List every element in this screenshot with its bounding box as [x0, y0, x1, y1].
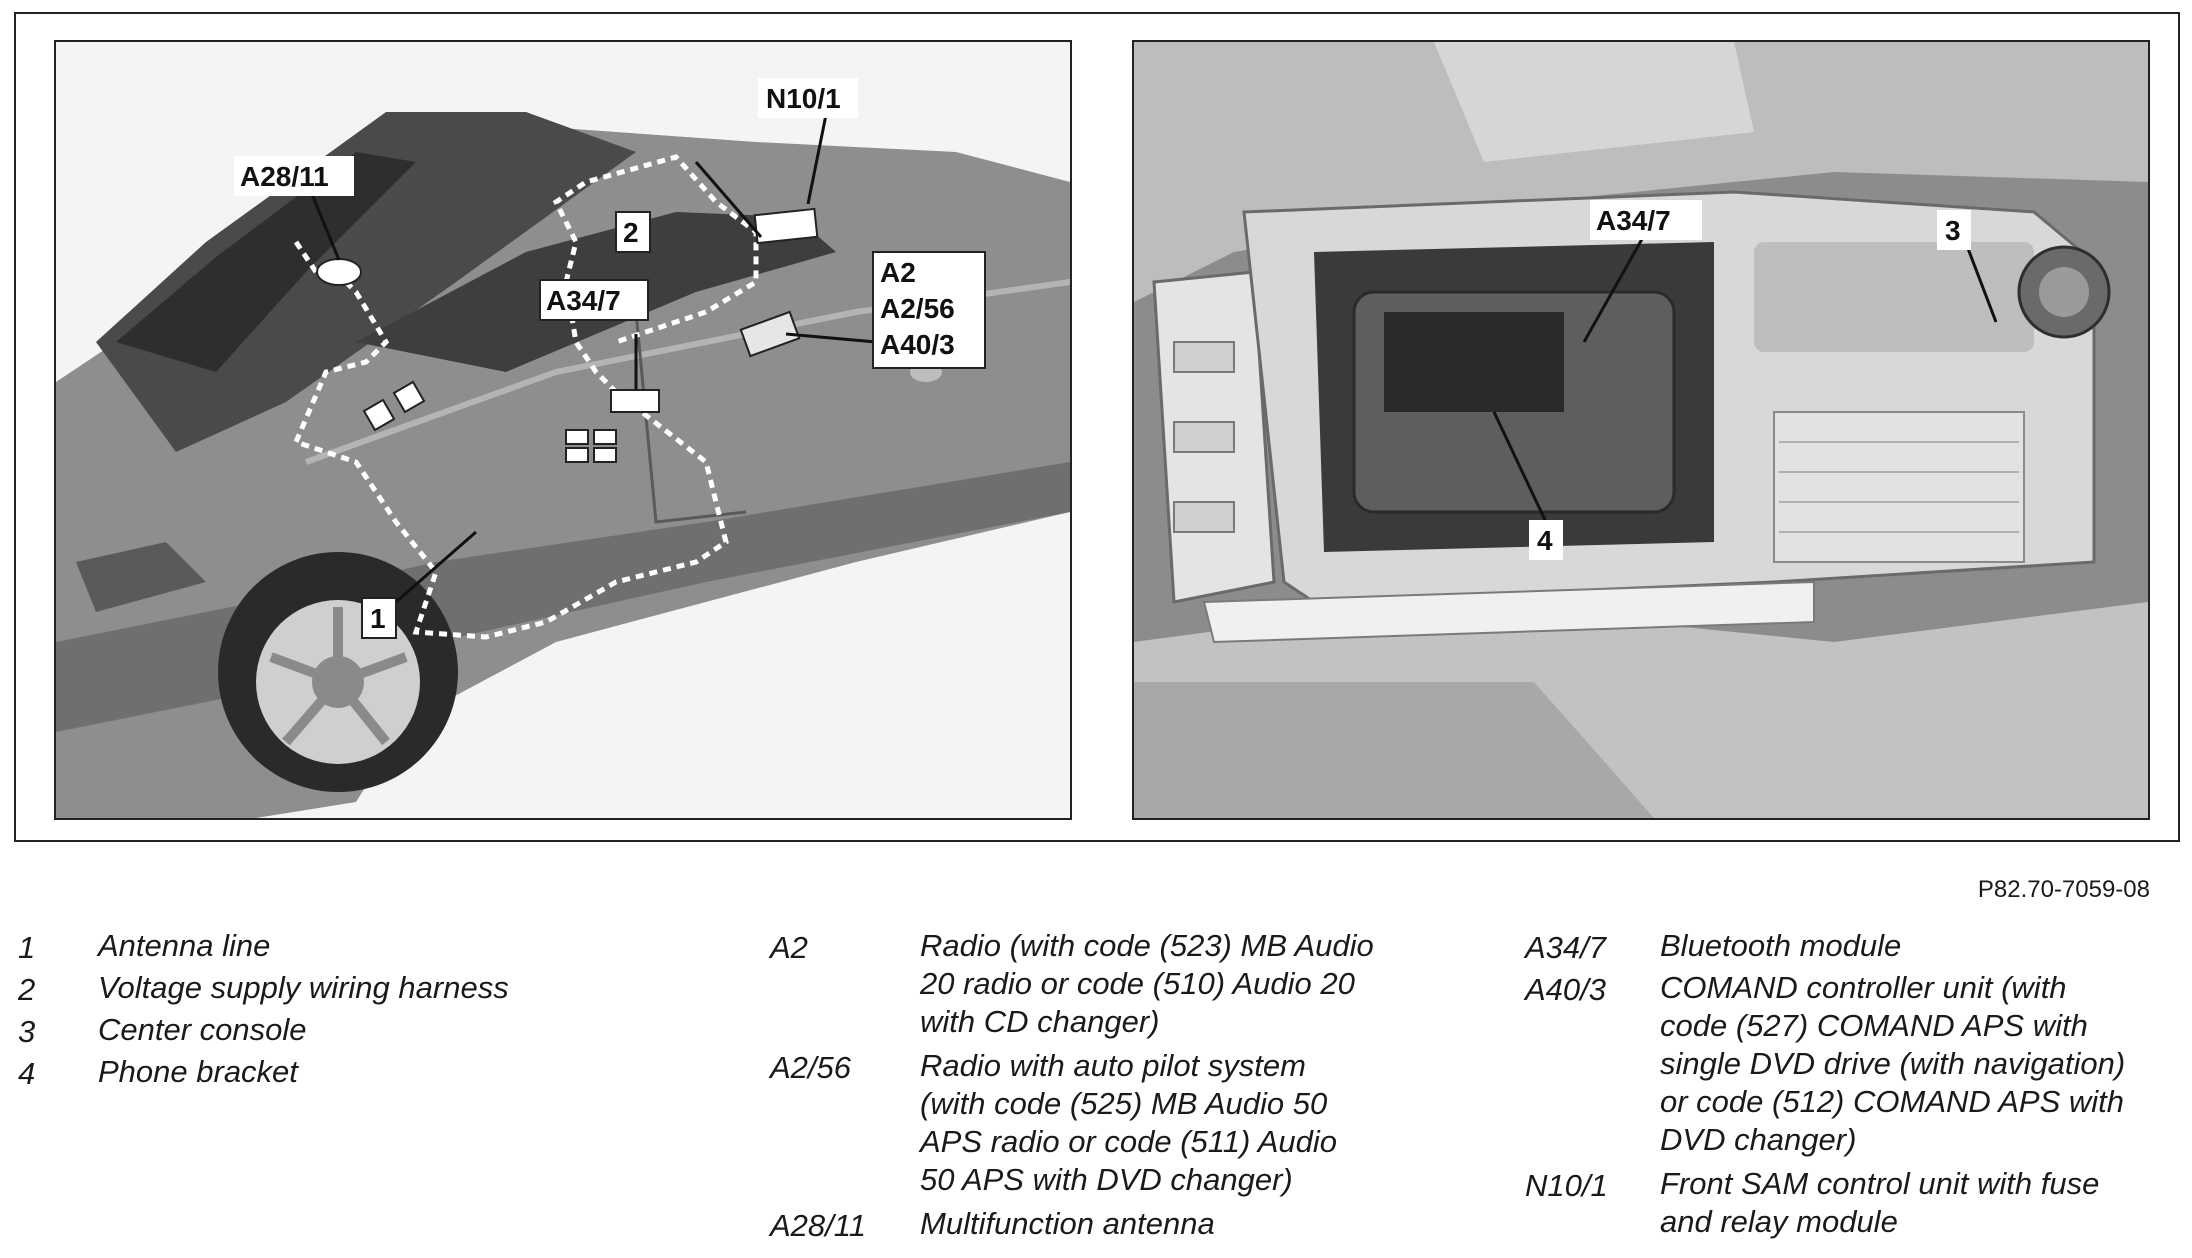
legend-desc: COMAND controller unit (with code (527) COMAND APS with single DVD drive (with navigation) or code (512) COMAND APS with DVD changer)	[1660, 970, 2126, 1157]
callout-2: 2	[623, 217, 639, 248]
legend-desc: Phone bracket	[98, 1054, 298, 1089]
legend-desc: Front SAM control unit with fuse and relay module	[1660, 1166, 2100, 1239]
legend-desc: Radio with auto pilot system (with code (525) MB Audio 50 APS radio or code (511) Audio 50 APS with DVD changer)	[920, 1048, 1338, 1197]
figure-reference: P82.70-7059-08	[1977, 876, 2150, 903]
car-drawing	[56, 42, 1070, 818]
car-illustration-panel	[54, 40, 1072, 820]
legend-code: A2/56	[770, 1050, 852, 1085]
callout-a40-3: A40/3	[880, 329, 955, 360]
callout-1: 1	[370, 603, 386, 634]
legend-desc: Radio (with code (523) MB Audio 20 radio or code (510) Audio 20 with CD changer)	[920, 928, 1374, 1039]
legend-code: N10/1	[1525, 1168, 1608, 1203]
callout-a34-7-right: A34/7	[1596, 205, 1671, 236]
callout-a28-11: A28/11	[240, 161, 329, 192]
callout-a2: A2	[880, 257, 916, 288]
legend-desc: Bluetooth module	[1660, 928, 1902, 963]
legend-code: A40/3	[1525, 972, 1607, 1007]
legend-desc: Multifunction antenna	[920, 1206, 1215, 1241]
legend-code: 1	[18, 930, 36, 965]
legend-desc: Center console	[98, 1012, 307, 1047]
callout-3: 3	[1945, 215, 1961, 246]
legend-code: 4	[18, 1056, 36, 1091]
legend-code: 3	[18, 1014, 36, 1049]
callout-n10-1: N10/1	[766, 83, 841, 114]
callout-a34-7-left: A34/7	[546, 285, 621, 316]
legend-code: A2	[770, 930, 808, 965]
console-drawing	[1134, 42, 2148, 818]
callout-a2-56: A2/56	[880, 293, 955, 324]
callout-4: 4	[1537, 525, 1553, 556]
legend-code: A34/7	[1525, 930, 1607, 965]
legend-code: A28/11	[770, 1208, 866, 1243]
legend-desc: Voltage supply wiring harness	[98, 970, 509, 1005]
console-photo-panel	[1132, 40, 2150, 820]
legend-code: 2	[18, 972, 36, 1007]
legend-desc: Antenna line	[98, 928, 271, 963]
